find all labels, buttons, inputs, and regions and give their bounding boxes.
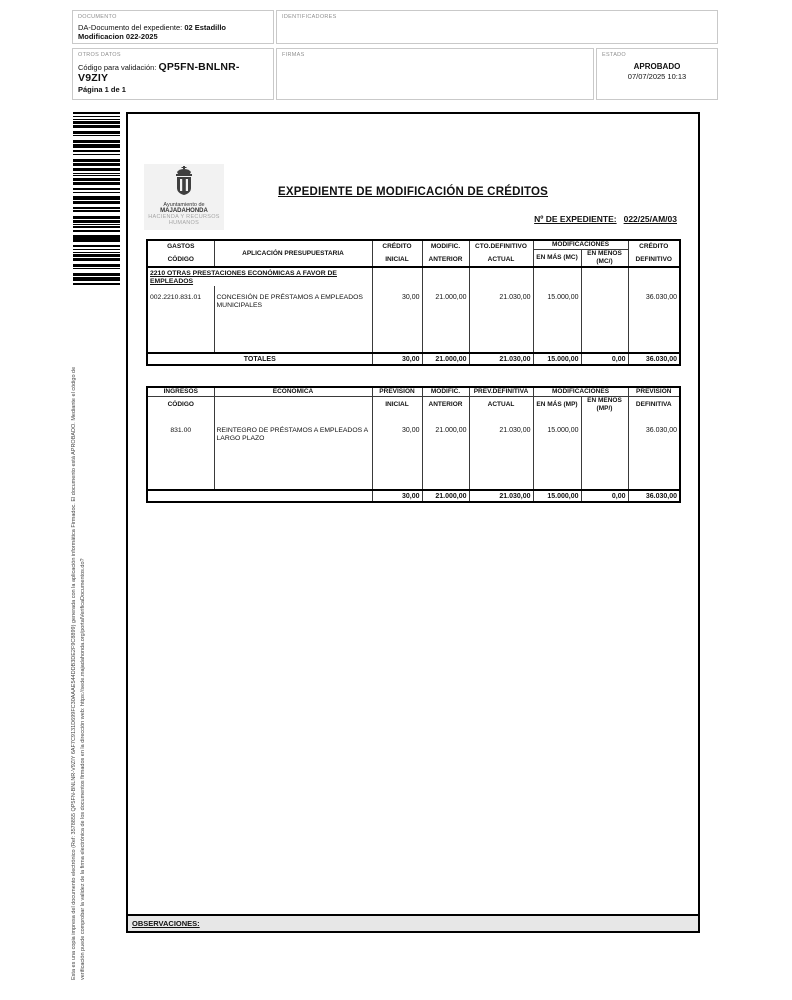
gastos-total-en-menos: 0,00: [581, 353, 628, 365]
table-row: [147, 286, 680, 353]
logo-org-line1: Ayuntamiento de: [163, 202, 205, 208]
ingresos-col-codigo: CÓDIGO: [147, 397, 214, 414]
gastos-group-label: 2210 OTRAS PRESTACIONES ECONÓMICAS A FAVOR DE EMPLEADOS: [147, 267, 372, 286]
identificadores-label: IDENTIFICADORES: [282, 14, 337, 20]
gastos-row-actual: 21.030,00: [469, 286, 533, 353]
page-title: EXPEDIENTE DE MODIFICACIÓN DE CRÉDITOS: [278, 186, 548, 198]
ayuntamiento-logo: [144, 164, 224, 230]
ingresos-total-definitivo: 36.030,00: [628, 490, 680, 502]
ingresos-total-actual: 21.030,00: [469, 490, 533, 502]
gastos-row-en-mas: 15.000,00: [533, 286, 581, 353]
ingresos-row-inicial: 30,00: [372, 413, 422, 490]
observaciones-bar: OBSERVACIONES:: [128, 914, 698, 931]
gastos-row-en-menos: [581, 286, 628, 353]
codigo-validacion: Código para validación: QP5FN-BNLNR-V9ZIY: [78, 61, 240, 84]
gastos-col-en-mas: EN MÁS (MC): [533, 250, 581, 268]
ingresos-row-actual: 21.030,00: [469, 413, 533, 490]
ingresos-row-codigo: 831.00: [147, 413, 214, 490]
logo-dept-line1: HACIENDA Y RECURSOS: [148, 214, 220, 220]
gastos-total-inicial: 30,00: [372, 353, 422, 365]
gastos-row-descripcion: CONCESIÓN DE PRÉSTAMOS A EMPLEADOS MUNICIPALES: [214, 286, 372, 353]
gastos-group-row: [147, 267, 680, 286]
gastos-col-credito-definitivo: CRÉDITO DEFINITIVO: [628, 240, 680, 267]
documento-box: [72, 10, 274, 44]
ingresos-total-anterior: 21.000,00: [422, 490, 469, 502]
estado-status: APROBADO: [633, 62, 681, 71]
ingresos-col-prev-definitiva: PREV.DEFINITIVA: [469, 387, 533, 397]
gastos-col-aplicacion: APLICACIÓN PRESUPUESTARIA: [214, 240, 372, 267]
gastos-total-definitivo: 36.030,00: [628, 353, 680, 365]
gastos-row-codigo: 002.2210.831.01: [147, 286, 214, 353]
ingresos-col-en-menos: EN MENOS (MP/): [581, 397, 628, 414]
estado-box: [596, 48, 718, 100]
ingresos-total-inicial: 30,00: [372, 490, 422, 502]
expediente-label: Nº DE EXPEDIENTE:: [534, 214, 617, 224]
ingresos-table: [146, 386, 681, 503]
ingresos-col-top: INGRESOS: [147, 387, 214, 397]
gastos-col-cto-definitivo: CTO.DEFINITIVO ACTUAL: [469, 240, 533, 267]
gastos-row-definitivo: 36.030,00: [628, 286, 680, 353]
footnote-line2: verificación puede comprobar la validez de la firma electrónica de los documentos firmados en la dirección web: https://sede.majadahonda.org/portalVerificaDocumentos.do?: [80, 558, 86, 980]
footnote-line1: Esta es una copia impresa del documento electrónico (Ref: 3578855 QP5FN-BNLNR-V9ZIY 6AF7C9131D699FC30AAAE544DDB3DE2F9C8899) generada con la aplicación informática Firmadoc. El documento está APROBADO. Mediante el código de: [71, 366, 77, 980]
estado-value-block: [602, 62, 712, 81]
ingresos-col-actual: ACTUAL: [469, 397, 533, 414]
ingresos-total-en-mas: 15.000,00: [533, 490, 581, 502]
gastos-col-codigo: GASTOS CÓDIGO: [147, 240, 214, 267]
ingresos-row-en-mas: 15.000,00: [533, 413, 581, 490]
expediente-value: 022/25/AM/03: [623, 214, 677, 224]
verification-footnote: [70, 290, 96, 980]
ingresos-col-modific: MODIFIC.: [422, 387, 469, 397]
gastos-total-en-mas: 15.000,00: [533, 353, 581, 365]
ingresos-col-inicial: INICIAL: [372, 397, 422, 414]
gastos-table: [146, 239, 681, 366]
crest-icon: [172, 166, 196, 196]
gastos-row-inicial: 30,00: [372, 286, 422, 353]
estado-timestamp: 07/07/2025 10:13: [627, 72, 687, 81]
otros-datos-label: OTROS DATOS: [78, 52, 121, 58]
estado-label: ESTADO: [602, 52, 627, 58]
gastos-col-en-menos: EN MENOS (MC/): [581, 250, 628, 268]
gastos-col-modificaciones: MODIFICACIONES: [533, 240, 628, 250]
ingresos-col-prevision2: PREVISIÓN: [628, 387, 680, 397]
barcode: [73, 112, 120, 286]
gastos-col-credito-inicial: CRÉDITO INICIAL: [372, 240, 422, 267]
gastos-row-anterior: 21.000,00: [422, 286, 469, 353]
otros-datos-box: [72, 48, 274, 100]
ingresos-col-economica: ECONÓMICA: [214, 387, 372, 397]
ingresos-totals-label: [147, 490, 372, 502]
ingresos-col-anterior: ANTERIOR: [422, 397, 469, 414]
gastos-totals-row: [147, 353, 680, 365]
ingresos-row-en-menos: [581, 413, 628, 490]
document-frame: [126, 112, 700, 933]
ingresos-col-blank: [214, 397, 372, 414]
ingresos-col-modificaciones: MODIFICACIONES: [533, 387, 628, 397]
ingresos-col-prevision: PREVISIÓN: [372, 387, 422, 397]
gastos-totals-label: TOTALES: [147, 353, 372, 365]
ingresos-row-definitivo: 36.030,00: [628, 413, 680, 490]
firmas-box: [276, 48, 594, 100]
documento-label: DOCUMENTO: [78, 14, 117, 20]
gastos-col-modific-anterior: MODIFIC. ANTERIOR: [422, 240, 469, 267]
ingresos-totals-row: [147, 490, 680, 502]
logo-org-line2: MAJADAHONDA: [160, 208, 208, 214]
ingresos-row-anterior: 21.000,00: [422, 413, 469, 490]
gastos-total-actual: 21.030,00: [469, 353, 533, 365]
ingresos-total-en-menos: 0,00: [581, 490, 628, 502]
ingresos-col-definitiva: DEFINITIVA: [628, 397, 680, 414]
ingresos-col-en-mas: EN MÁS (MP): [533, 397, 581, 414]
ingresos-row-descripcion: REINTEGRO DE PRÉSTAMOS A EMPLEADOS A LARGO PLAZO: [214, 413, 372, 490]
gastos-total-anterior: 21.000,00: [422, 353, 469, 365]
table-row: [147, 413, 680, 490]
documento-value: DA-Documento del expediente: 02 Estadillo Modificacion 022-2025: [78, 23, 226, 41]
logo-dept-line2: HUMANOS: [168, 220, 200, 226]
firmas-label: FIRMAS: [282, 52, 305, 58]
identificadores-box: [276, 10, 718, 44]
pagina-indicator: Página 1 de 1: [78, 85, 126, 94]
